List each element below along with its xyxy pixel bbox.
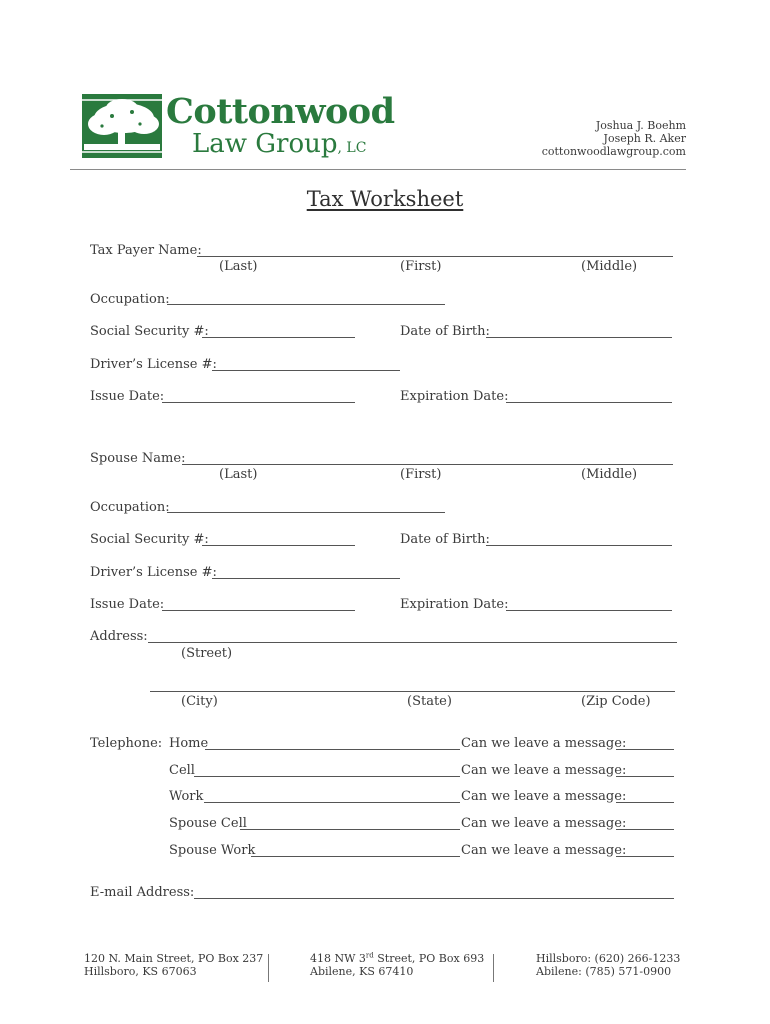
- phone-spouse-work-message-field[interactable]: [616, 856, 674, 857]
- phone-spouse-cell-message-field[interactable]: [616, 829, 674, 830]
- state-caption: (State): [407, 694, 452, 709]
- phone-cell-message-field[interactable]: [616, 776, 674, 777]
- taxpayer-issue-date-label: Issue Date:: [90, 389, 165, 404]
- spouse-expiration-field[interactable]: [506, 610, 672, 611]
- phone-spouse-cell-label: Spouse Cell: [169, 816, 247, 831]
- taxpayer-license-field[interactable]: [212, 370, 400, 371]
- address-street-field[interactable]: [148, 642, 677, 643]
- spouse-license-label: Driver’s License #:: [90, 565, 217, 580]
- phone-home-message-label: Can we leave a message:: [461, 736, 627, 751]
- taxpayer-dob-label: Date of Birth:: [400, 324, 490, 339]
- phone-spouse-work-field[interactable]: [251, 856, 460, 857]
- spouse-occupation-label: Occupation:: [90, 500, 170, 515]
- spouse-occupation-field[interactable]: [167, 512, 445, 513]
- phone-cell-field[interactable]: [194, 776, 460, 777]
- tree-logo-icon: [82, 94, 162, 158]
- phone-spouse-cell-field[interactable]: [240, 829, 460, 830]
- abilene-phone: Abilene: (785) 571-0900: [536, 965, 672, 978]
- taxpayer-dob-field[interactable]: [486, 337, 672, 338]
- page-title: Tax Worksheet: [306, 187, 464, 211]
- phone-work-message-field[interactable]: [616, 802, 674, 803]
- spouse-first-caption: (First): [400, 467, 442, 482]
- taxpayer-license-label: Driver’s License #:: [90, 357, 217, 372]
- spouse-name-field[interactable]: [182, 464, 673, 465]
- phone-home-message-field[interactable]: [616, 749, 674, 750]
- phone-work-label: Work: [169, 789, 204, 804]
- abilene-street-post: Street, PO Box 693: [373, 952, 485, 965]
- phone-home-field[interactable]: [205, 749, 460, 750]
- attorney-name-2: Joseph R. Aker: [603, 132, 686, 145]
- spouse-last-caption: (Last): [219, 467, 258, 482]
- phone-home-label: Home: [169, 736, 209, 751]
- logo-subtitle: [192, 128, 366, 164]
- spouse-dob-label: Date of Birth:: [400, 532, 490, 547]
- abilene-street-sup: rd: [365, 951, 374, 960]
- phone-spouse-cell-message-label: Can we leave a message:: [461, 816, 627, 831]
- email-field[interactable]: [194, 898, 674, 899]
- hillsboro-city: Hillsboro, KS 67063: [84, 965, 197, 978]
- website-link[interactable]: cottonwoodlawgroup.com: [541, 145, 686, 158]
- abilene-street: [310, 952, 484, 965]
- abilene-street-pre: 418 NW 3: [310, 952, 366, 965]
- attorney-name-1: Joshua J. Boehm: [595, 119, 686, 132]
- taxpayer-name-label: Tax Payer Name:: [90, 243, 202, 258]
- taxpayer-ssn-label: Social Security #:: [90, 324, 209, 339]
- footer-divider-2: [493, 954, 494, 982]
- spouse-expiration-label: Expiration Date:: [400, 597, 509, 612]
- spouse-ssn-field[interactable]: [202, 545, 355, 546]
- spouse-issue-date-label: Issue Date:: [90, 597, 165, 612]
- phone-work-message-label: Can we leave a message:: [461, 789, 627, 804]
- phone-spouse-work-message-label: Can we leave a message:: [461, 843, 627, 858]
- spouse-name-label: Spouse Name:: [90, 451, 186, 466]
- email-label: E-mail Address:: [90, 885, 195, 900]
- zip-caption: (Zip Code): [581, 694, 651, 709]
- taxpayer-expiration-label: Expiration Date:: [400, 389, 509, 404]
- taxpayer-last-caption: (Last): [219, 259, 258, 274]
- taxpayer-issue-date-field[interactable]: [162, 402, 355, 403]
- taxpayer-occupation-label: Occupation:: [90, 292, 170, 307]
- taxpayer-name-field[interactable]: [197, 256, 673, 257]
- logo-suffix: , LC: [337, 140, 367, 156]
- spouse-dob-field[interactable]: [486, 545, 672, 546]
- taxpayer-ssn-field[interactable]: [202, 337, 355, 338]
- logo-name: Cottonwood: [166, 91, 395, 132]
- spouse-middle-caption: (Middle): [581, 467, 638, 482]
- hillsboro-phone: Hillsboro: (620) 266-1233: [536, 952, 681, 965]
- phone-spouse-work-label: Spouse Work: [169, 843, 256, 858]
- phone-cell-message-label: Can we leave a message:: [461, 763, 627, 778]
- taxpayer-occupation-field[interactable]: [167, 304, 445, 305]
- phone-work-field[interactable]: [204, 802, 460, 803]
- phone-cell-label: Cell: [169, 763, 195, 778]
- city-caption: (City): [181, 694, 218, 709]
- footer-divider-1: [268, 954, 269, 982]
- spouse-license-field[interactable]: [212, 578, 400, 579]
- hillsboro-street: 120 N. Main Street, PO Box 237: [84, 952, 264, 965]
- address-label: Address:: [90, 629, 148, 644]
- spouse-ssn-label: Social Security #:: [90, 532, 209, 547]
- taxpayer-expiration-field[interactable]: [506, 402, 672, 403]
- spouse-issue-date-field[interactable]: [162, 610, 355, 611]
- abilene-city: Abilene, KS 67410: [310, 965, 414, 978]
- header-divider: [70, 169, 686, 170]
- logo-subtitle-text: Law Group: [192, 129, 338, 159]
- street-caption: (Street): [181, 646, 233, 661]
- address-city-state-zip-field[interactable]: [150, 691, 675, 692]
- taxpayer-middle-caption: (Middle): [581, 259, 638, 274]
- taxpayer-first-caption: (First): [400, 259, 442, 274]
- telephone-label: Telephone:: [90, 736, 163, 751]
